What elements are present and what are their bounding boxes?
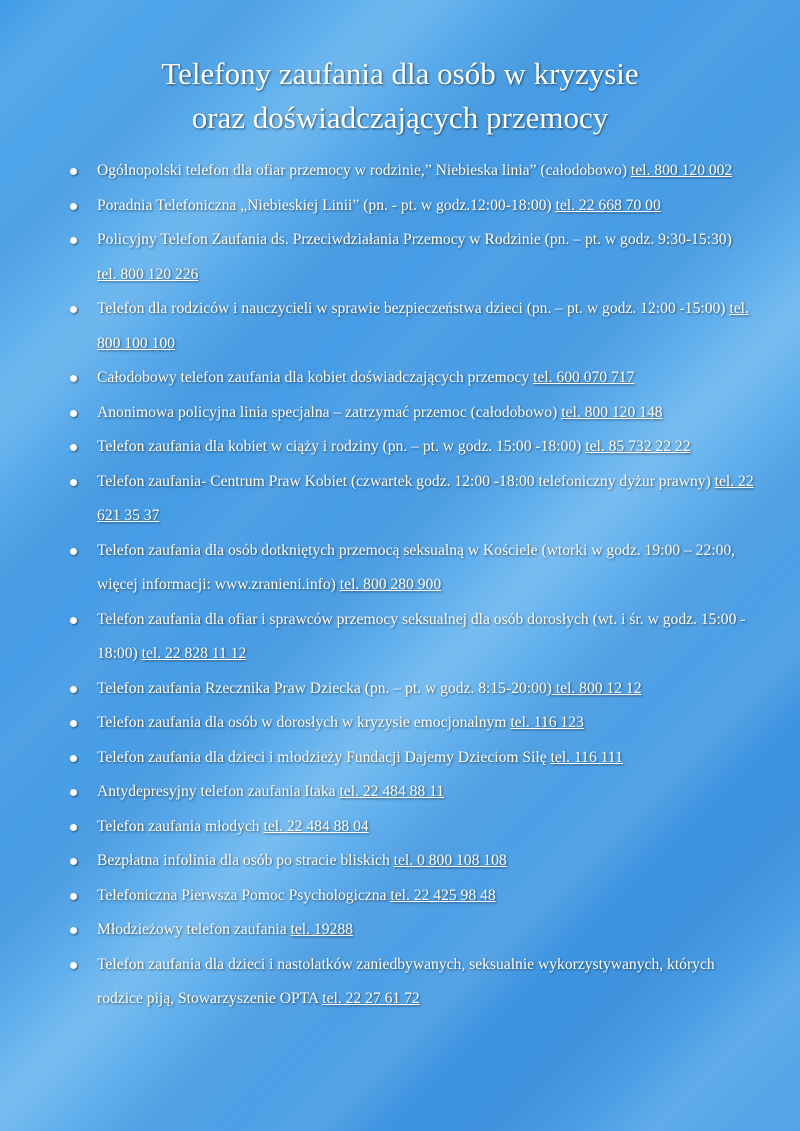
bullet-icon	[70, 824, 77, 831]
phone-link[interactable]: ) tel. 800 12 12	[546, 679, 642, 697]
item-text: Telefon zaufania Rzecznika Praw Dziecka (pn. – pt. w godz. 8:15-20:00	[97, 679, 547, 697]
phone-link[interactable]: tel. 800 120 148	[561, 403, 663, 421]
bullet-icon	[70, 720, 77, 727]
list-item	[0, 706, 800, 741]
item-text: Ogólnopolski telefon dla ofiar przemocy w rodzinie,” Niebieska linia” (całodobowo)	[97, 162, 631, 179]
list-item	[0, 810, 800, 845]
item-text: Telefon zaufania dla osób w dorosłych w kryzysie emocjonalnym	[97, 714, 511, 731]
bullet-icon	[70, 306, 77, 313]
item-text: Telefon zaufania młodych	[97, 817, 264, 835]
phone-link[interactable]: tel. 116 111	[550, 748, 623, 766]
phone-link[interactable]: tel. 800 280 900	[339, 576, 442, 593]
item-text: Antydepresyjny telefon zaufania Itaka	[97, 783, 340, 800]
list-item	[0, 396, 800, 431]
phone-link[interactable]: tel. 800 100 100	[97, 300, 749, 352]
item-text: Telefon zaufania dla osób dotkniętych przemocą seksualną w Kościele (wtorki w godz. 19:00 – 22:00, więcej informacji: www.zranieni.info)	[97, 541, 736, 593]
list-item	[0, 775, 800, 810]
bullet-icon	[70, 375, 77, 382]
bullet-icon	[70, 237, 77, 244]
list-item	[0, 948, 800, 1017]
phone-link[interactable]: tel. 0 800 108 108	[393, 852, 507, 869]
list-item	[0, 189, 800, 224]
phone-link[interactable]: tel. 85 732 22 22	[585, 438, 691, 455]
phone-link[interactable]: tel. 116 123	[510, 714, 584, 731]
list-item	[0, 844, 800, 879]
title-line-1: Telefony zaufania dla osób w kryzysie	[161, 56, 639, 91]
item-text: Telefon zaufania dla ofiar i sprawców przemocy seksualnej dla osób dorosłych (wt. i śr. w godz. 15:00 - 18:00)	[97, 610, 746, 662]
bullet-icon	[70, 479, 77, 486]
item-text: Całodobowy telefon zaufania dla kobiet doświadczających przemocy	[97, 369, 534, 386]
bullet-icon	[70, 168, 77, 175]
item-text: Telefon zaufania dla dzieci i młodzieży Fundacji Dajemy Dzieciom Siłę	[97, 748, 551, 766]
bullet-icon	[70, 203, 77, 210]
phone-link[interactable]: tel. 800 120 002	[630, 162, 733, 179]
phone-link[interactable]: tel. 22 484 88 04	[263, 817, 369, 835]
list-item	[0, 430, 800, 465]
list-item	[0, 465, 800, 534]
bullet-icon	[70, 789, 77, 796]
list-item	[0, 879, 800, 914]
title-line-2: oraz doświadczających przemocy	[191, 100, 609, 135]
bullet-icon	[70, 962, 77, 969]
bullet-icon	[70, 548, 77, 555]
bullet-icon	[70, 410, 77, 417]
list-item	[0, 913, 800, 948]
phone-link[interactable]: tel. 22 425 98 48	[390, 886, 496, 904]
phone-link[interactable]: tel. 22 484 88 11	[339, 783, 445, 800]
list-item	[0, 223, 800, 292]
phone-link[interactable]: tel. 22 27 61 72	[322, 990, 420, 1007]
list-item	[0, 534, 800, 603]
list-item	[0, 292, 800, 361]
bullet-icon	[70, 755, 77, 762]
phone-link[interactable]: tel. 800 120 226	[97, 265, 199, 283]
bullet-icon	[70, 858, 77, 865]
item-text: Bezpłatna infolinia dla osób po stracie bliskich	[97, 852, 394, 869]
list-item	[0, 603, 800, 672]
item-text: Telefon zaufania- Centrum Praw Kobiet (czwartek godz. 12:00 -18:00 telefoniczny dyżur prawny)	[97, 472, 715, 490]
phone-link[interactable]: tel. 19288	[290, 921, 353, 938]
item-text: Telefon zaufania dla dzieci i nastolatków zaniedbywanych, seksualnie wykorzystywanych, których rodzice piją, Stowarzyszenie OPTA	[97, 955, 715, 1007]
page-title	[0, 52, 800, 140]
helpline-list	[0, 154, 800, 1017]
list-item	[0, 154, 800, 189]
item-text: Telefon zaufania dla kobiet w ciąży i rodziny (pn. – pt. w godz. 15:00 -18:00)	[97, 438, 586, 455]
bullet-icon	[70, 893, 77, 900]
list-item	[0, 741, 800, 776]
item-text: Telefoniczna Pierwsza Pomoc Psychologiczna	[97, 886, 391, 904]
phone-link[interactable]: tel. 22 828 11 12	[141, 645, 247, 662]
phone-link[interactable]: tel. 22 621 35 37	[97, 472, 754, 524]
list-item	[0, 361, 800, 396]
item-text: Młodzieżowy telefon zaufania	[97, 921, 291, 938]
list-item	[0, 672, 800, 707]
bullet-icon	[70, 686, 77, 693]
bullet-icon	[70, 927, 77, 934]
item-text: Anonimowa policyjna linia specjalna – zatrzymać przemoc (całodobowo)	[97, 403, 562, 421]
phone-link[interactable]: tel. 22 668 70 00	[555, 196, 661, 214]
item-text: Telefon dla rodziców i nauczycieli w sprawie bezpieczeństwa dzieci (pn. – pt. w godz. 12:00 -15:00)	[97, 300, 730, 317]
item-text: Poradnia Telefoniczna „Niebieskiej Linii” (pn. - pt. w godz.12:00-18:00)	[97, 196, 556, 214]
item-text: Policyjny Telefon Zaufania ds. Przeciwdziałania Przemocy w Rodzinie (pn. – pt. w godz. 9:30-15:30)	[97, 231, 732, 248]
phone-link[interactable]: tel. 600 070 717	[533, 369, 635, 386]
bullet-icon	[70, 617, 77, 624]
bullet-icon	[70, 444, 77, 451]
